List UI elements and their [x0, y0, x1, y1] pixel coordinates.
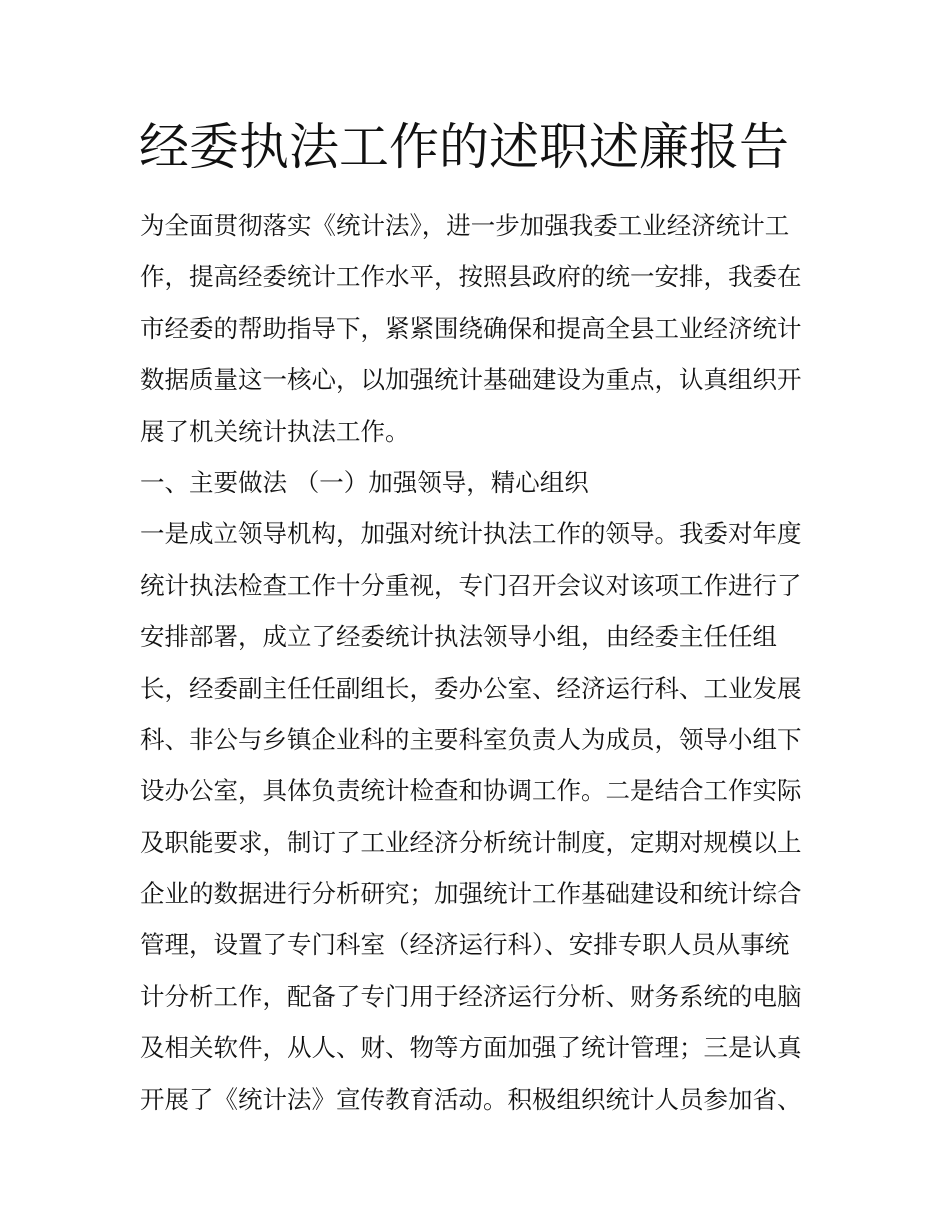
section-heading: 一、主要做法 （一）加强领导，精心组织 [140, 467, 589, 497]
body-line: 长，经委副主任任副组长，委办公室、经济运行科、工业发展 [140, 673, 802, 703]
document-title: 经委执法工作的述职述廉报告 [139, 118, 789, 176]
body-line: 作，提高经委统计工作水平，按照县政府的统一安排，我委在 [140, 262, 802, 292]
body-line: 一是成立领导机构，加强对统计执法工作的领导。我委对年度 [140, 519, 802, 549]
body-line: 管理，设置了专门科室（经济运行科）、安排专职人员从事统 [140, 930, 790, 960]
body-line: 开展了《统计法》宣传教育活动。积极组织统计人员参加省、 [140, 1084, 802, 1114]
body-line: 为全面贯彻落实《统计法》，进一步加强我委工业经济统计工 [140, 211, 790, 240]
body-line: 科、非公与乡镇企业科的主要科室负责人为成员，领导小组下 [140, 724, 802, 754]
body-line: 展了机关统计执法工作。 [140, 416, 410, 446]
body-line: 及相关软件，从人、财、物等方面加强了统计管理；三是认真 [140, 1033, 802, 1063]
body-line: 设办公室，具体负责统计检查和协调工作。二是结合工作实际 [140, 776, 802, 806]
body-line: 统计执法检查工作十分重视，专门召开会议对该项工作进行了 [140, 570, 802, 600]
body-line: 及职能要求，制订了工业经济分析统计制度，定期对规模以上 [140, 827, 802, 857]
body-line: 数据质量这一核心，以加强统计基础建设为重点，认真组织开 [140, 365, 802, 395]
document-body [140, 200, 820, 1125]
body-line: 市经委的帮助指导下，紧紧围绕确保和提高全县工业经济统计 [140, 313, 802, 343]
body-line: 企业的数据进行分析研究；加强统计工作基础建设和统计综合 [140, 879, 802, 909]
body-line: 计分析工作，配备了专门用于经济运行分析、财务系统的电脑 [140, 981, 802, 1011]
body-line: 安排部署，成立了经委统计执法领导小组，由经委主任任组 [140, 622, 777, 652]
